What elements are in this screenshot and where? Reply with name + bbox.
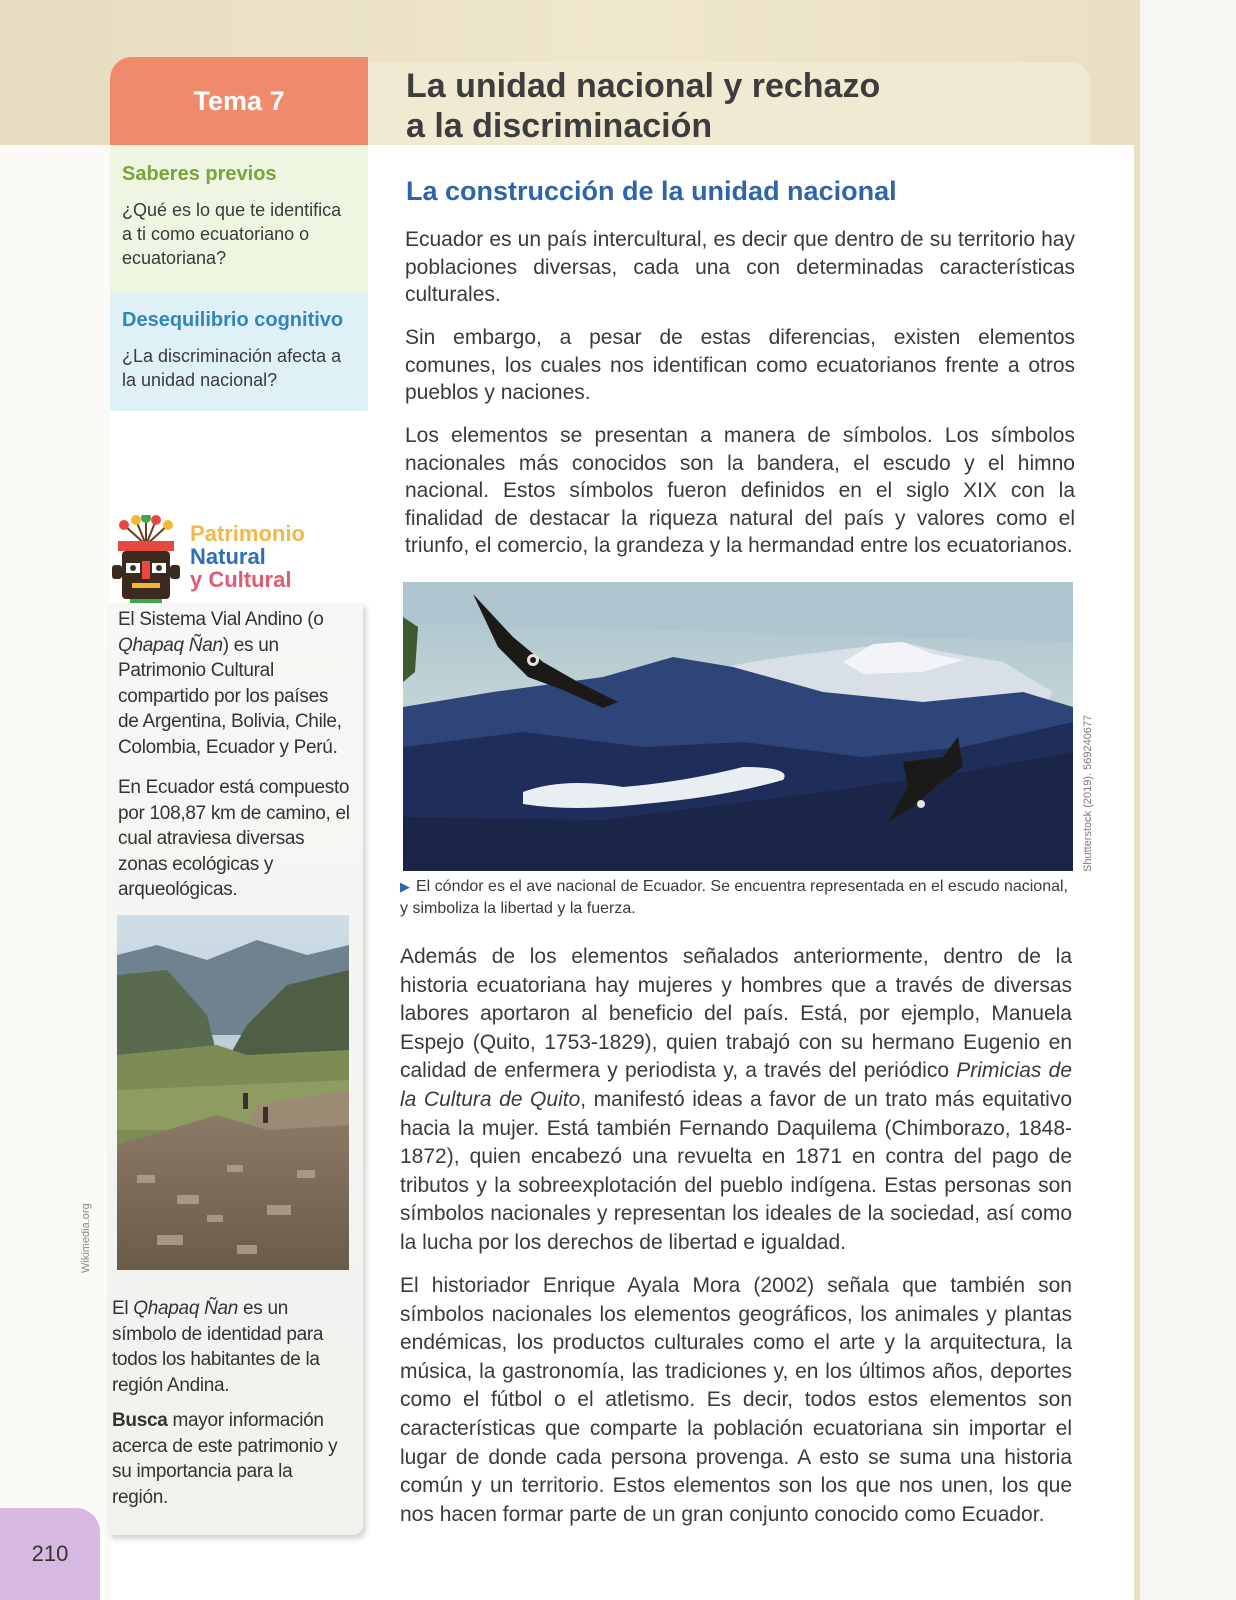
patrimonio-paragraph-1: El Sistema Vial Andino (o Qhapaq Ñan) es un Patrimonio Cultural compartido por los países de Argentina, Bolivia, Chile, Colombia, Ecuador y Perú. (118, 609, 342, 758)
section-heading: La construcción de la unidad nacional (406, 176, 897, 206)
paragraph-1: Ecuador es un país intercultural, es decir que dentro de su territorio hay poblaciones diversas, cada una con determinadas características culturales. (405, 228, 1075, 306)
desequilibrio-cognitivo-box (110, 293, 368, 411)
shutterstock-credit: Shutterstock (2019). 569240677 (1082, 714, 1094, 872)
paragraph-4: Además de los elementos señalados anteriormente, dentro de la historia ecuatoriana hay mujeres y hombres que a través de diversas labores aportaron al beneficio del país. Está, por ejemplo, Manuela Espejo (Quito, 1753-1829), quien trabajó con su hermano Eugenio en calidad de enfermera y periodista y, a través del periódico Primicias de la Cultura de Quito, manifestó ideas a favor de un trato más equitativo hacia la mujer. Está también Fernando Daquilema (Chimborazo, 1848-1872), quien encabezó una revuelta en 1871 en contra del pago de tributos y la sobreexplotación del pueblo indígena. Estas personas son símbolos nacionales y representan los ideales de la sociedad, así como la lucha por los derechos de libertad e igualdad. (400, 945, 1072, 1254)
caption-arrow-icon: ▶ (400, 879, 410, 894)
paragraph-5: El historiador Enrique Ayala Mora (2002) señala que también son símbolos nacionales los elementos geográficos, los animales y plantas endémicas, los productos culturales como el arte y la arquitectura, la música, la gastronomía, las tradiciones y, en los últimos años, deportes como el fútbol o el atletismo. Es decir, todos estos elementos son características que comparte la población ecuatoriana sin importar el lugar de donde cada persona provenga. A esto se suma una historia común y un territorio. Estos elementos son los que nos unen, los que nos hacen formar parte de un gran conjunto conocido como Ecuador. (400, 1274, 1072, 1526)
saberes-heading: Saberes previos (122, 163, 277, 185)
patrimonio-paragraph-4: Busca mayor información acerca de este patrimonio y su importancia para la región. (112, 1410, 338, 1508)
saberes-question: ¿Qué es lo que te identifica a ti como ecuatoriano o ecuatoriana? (122, 200, 342, 268)
saberes-previos-box (110, 145, 368, 293)
paragraph-3: Los elementos se presentan a manera de símbolos. Los símbolos nacionales más conocidos son la bandera, el escudo y el himno nacional. Estos símbolos fueron definidos en el siglo XIX con la finalidad de destacar la riqueza natural del país y valores como el triunfo, el comercio, la grandeza y la hermandad entre los ecuatorianos. (405, 424, 1075, 557)
desequilibrio-question: ¿La discriminación afecta a la unidad nacional? (122, 346, 342, 390)
qhapaq-nan-photo (117, 915, 349, 1270)
patrimonio-mask-icon (110, 515, 182, 610)
patrimonio-paragraph-2: En Ecuador está compuesto por 108,87 km de camino, el cual atraviesa diversas zonas ecológicas y arqueológicas. (118, 777, 350, 900)
desequilibrio-heading: Desequilibrio cognitivo (122, 309, 344, 331)
patrimonio-heading: Patrimonio Natural y Cultural (190, 521, 305, 592)
tema-tab (110, 57, 368, 145)
condor-photo (403, 582, 1073, 871)
paragraph-2: Sin embargo, a pesar de estas diferencias, existen elementos comunes, los cuales nos identifican como ecuatorianos frente a otros pueblos y naciones. (405, 326, 1075, 404)
page-title: La unidad nacional y rechazo a la discriminación (406, 67, 881, 145)
tema-label: Tema 7 (193, 85, 285, 116)
wikimedia-credit: Wikimedia.org (80, 1203, 92, 1273)
right-margin (1140, 0, 1236, 1600)
page-number: 210 (0, 1508, 100, 1600)
patrimonio-paragraph-3: El Qhapaq Ñan es un símbolo de identidad para todos los habitantes de la región Andina. (112, 1298, 324, 1396)
photo-caption: ▶ El cóndor es el ave nacional de Ecuador. Se encuentra representada en el escudo nacional, y simboliza la libertad y la fuerza. (400, 878, 1068, 917)
